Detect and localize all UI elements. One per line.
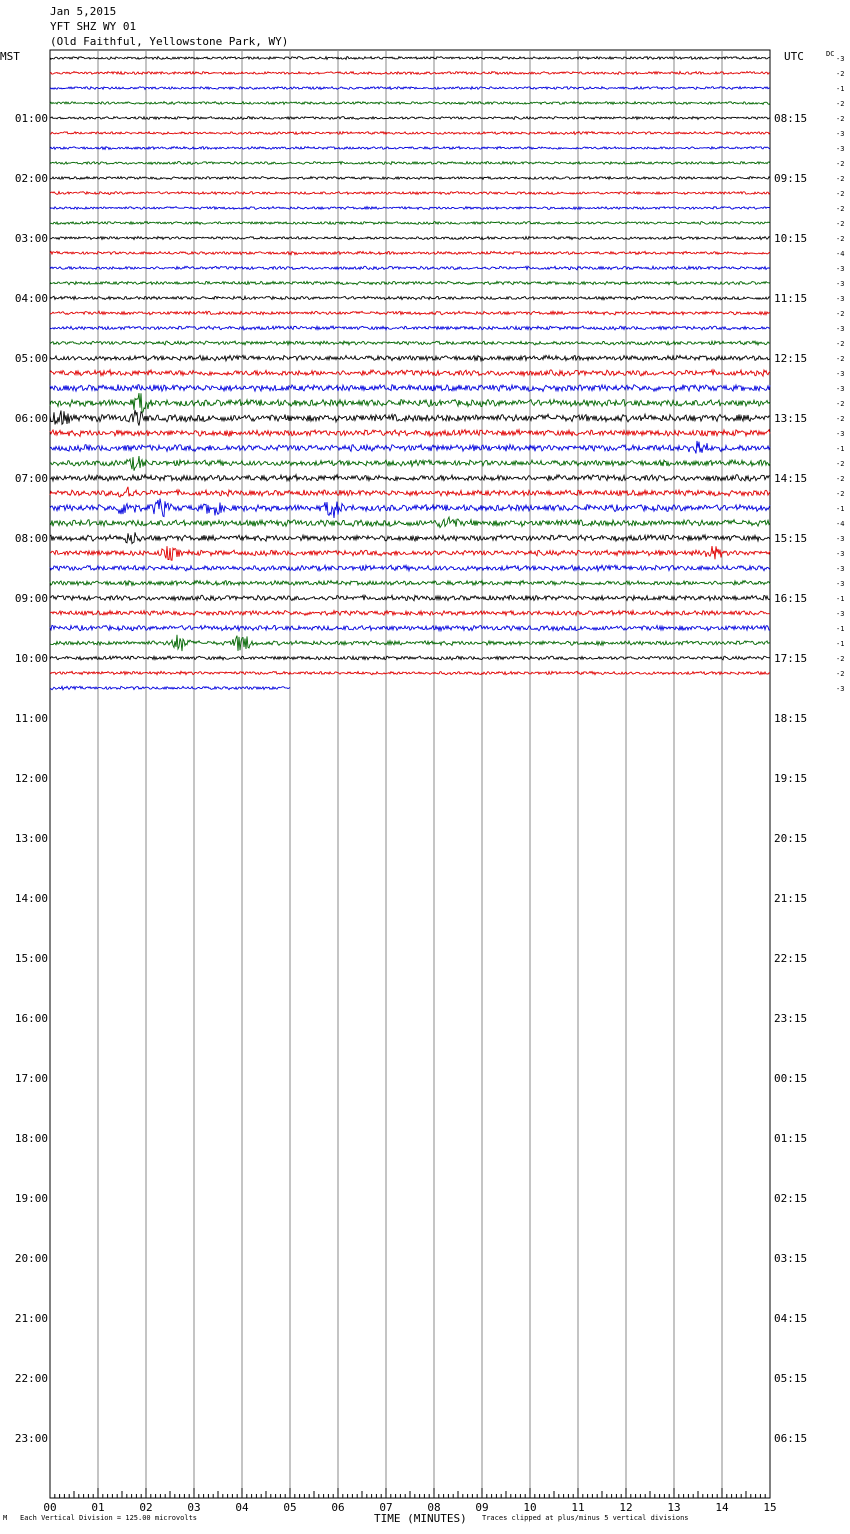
dc-offset-value: -4 [836,520,845,528]
mst-hour-label: 06:00 [14,412,48,425]
seismic-trace [50,456,770,471]
seismic-trace [50,475,770,482]
dc-offset-value: -2 [836,355,845,363]
dc-label: DC [826,50,835,58]
seismic-trace [50,581,770,586]
utc-hour-label: 17:15 [774,652,808,665]
dc-offset-value: -2 [836,160,845,168]
seismic-trace [50,410,770,426]
seismic-trace [50,611,770,616]
mst-hour-label: 04:00 [14,292,48,305]
dc-offset-value: -2 [836,460,845,468]
mst-hour-label: 19:00 [14,1192,48,1205]
x-tick-label: 03 [187,1501,201,1514]
x-tick-label: 01 [91,1501,105,1514]
utc-hour-label: 21:15 [774,892,808,905]
x-tick-label: 12 [619,1501,633,1514]
mst-hour-label: 20:00 [14,1252,48,1265]
seismic-trace [50,393,770,412]
seismic-trace [50,635,770,651]
dc-offset-value: -3 [836,370,845,378]
dc-offset-value: -2 [836,490,845,498]
dc-offset-value: -1 [836,625,845,633]
seismic-trace [50,192,770,195]
dc-offset-value: -2 [836,415,845,423]
dc-offset-value: -2 [836,655,845,663]
x-tick-label: 09 [475,1501,489,1514]
dc-offset-value: -2 [836,670,845,678]
seismic-trace [50,87,770,90]
seismic-trace [50,266,770,270]
dc-offset-value: -3 [836,610,845,618]
plot-date: Jan 5,2015 [50,5,117,18]
dc-offset-value: -1 [836,505,845,513]
utc-hour-label: 02:15 [774,1192,808,1205]
seismic-trace [50,430,770,437]
right-timezone-label: UTC [784,50,804,63]
left-timezone-label: MST [0,50,20,63]
seismic-trace [50,499,770,518]
utc-hour-label: 22:15 [774,952,808,965]
mst-hour-label: 09:00 [14,592,48,605]
utc-hour-label: 13:15 [774,412,808,425]
dc-offset-value: -2 [836,175,845,183]
seismic-trace [50,57,770,60]
utc-hour-label: 16:15 [774,592,808,605]
utc-hour-label: 23:15 [774,1012,808,1025]
dc-offset-value: -2 [836,70,845,78]
dc-offset-value: -2 [836,100,845,108]
x-tick-label: 00 [43,1501,57,1514]
seismic-trace [50,177,770,180]
dc-offset-value: -3 [836,550,845,558]
utc-hour-label: 15:15 [774,532,808,545]
seismic-trace [50,517,770,527]
mst-hour-label: 22:00 [14,1372,48,1385]
dc-offset-value: -3 [836,145,845,153]
seismic-trace [50,441,770,454]
utc-hour-label: 10:15 [774,232,808,245]
seismic-trace [50,686,290,690]
clip-note: Traces clipped at plus/minus 5 vertical divisions [482,1514,689,1522]
mst-hour-label: 12:00 [14,772,48,785]
dc-offset-value: -3 [836,430,845,438]
seismic-trace [50,222,770,225]
mst-hour-label: 23:00 [14,1432,48,1445]
utc-hour-label: 01:15 [774,1132,808,1145]
seismic-trace [50,237,770,240]
seismic-trace [50,370,770,376]
seismic-trace [50,102,770,105]
x-tick-label: 13 [667,1501,681,1514]
dc-offset-value: -1 [836,85,845,93]
dc-offset-value: -2 [836,400,845,408]
seismic-trace [50,147,770,150]
utc-hour-label: 18:15 [774,712,808,725]
mst-hour-label: 07:00 [14,472,48,485]
seismic-trace [50,656,770,660]
x-tick-label: 10 [523,1501,537,1514]
seismic-trace [50,341,770,345]
seismic-trace [50,117,770,120]
dc-offset-value: -3 [836,325,845,333]
scale-note: Each Vertical Division = 125.00 microvolts [20,1514,198,1522]
mst-hour-label: 03:00 [14,232,48,245]
dc-offset-value: -2 [836,310,845,318]
seismic-trace [50,326,770,330]
mst-hour-label: 10:00 [14,652,48,665]
dc-offset-value: -2 [836,190,845,198]
utc-hour-label: 19:15 [774,772,808,785]
seismic-trace [50,625,770,630]
seismic-trace [50,162,770,165]
utc-hour-label: 05:15 [774,1372,808,1385]
x-tick-label: 08 [427,1501,441,1514]
mst-hour-label: 01:00 [14,112,48,125]
utc-hour-label: 14:15 [774,472,808,485]
dc-offset-value: -2 [836,475,845,483]
dc-offset-value: -3 [836,265,845,273]
x-tick-label: 15 [763,1501,777,1514]
x-tick-label: 07 [379,1501,393,1514]
utc-hour-label: 06:15 [774,1432,808,1445]
dc-offset-value: -1 [836,640,845,648]
x-tick-label: 05 [283,1501,297,1514]
seismic-trace [50,72,770,75]
station-location: (Old Faithful, Yellowstone Park, WY) [50,35,289,48]
dc-offset-value: -3 [836,565,845,573]
seismic-trace [50,595,770,601]
mst-hour-label: 02:00 [14,172,48,185]
mst-hour-label: 15:00 [14,952,48,965]
utc-hour-label: 12:15 [774,352,808,365]
x-tick-label: 06 [331,1501,345,1514]
corner-mark: M [3,1514,8,1522]
x-tick-label: 02 [139,1501,153,1514]
dc-offset-value: -2 [836,115,845,123]
station-code: YFT SHZ WY 01 [50,20,137,33]
mst-hour-label: 08:00 [14,532,48,545]
dc-offset-value: -2 [836,220,845,228]
dc-offset-value: -2 [836,340,845,348]
x-tick-label: 04 [235,1501,249,1514]
mst-hour-label: 13:00 [14,832,48,845]
dc-offset-value: -3 [836,685,845,693]
dc-offset-value: -3 [836,295,845,303]
seismic-trace [50,251,770,254]
dc-offset-value: -3 [836,580,845,588]
seismic-trace [50,546,770,560]
mst-hour-label: 18:00 [14,1132,48,1145]
seismic-trace [50,385,770,392]
dc-offset-value: -1 [836,595,845,603]
mst-hour-label: 11:00 [14,712,48,725]
x-axis-title: TIME (MINUTES) [374,1512,467,1525]
seismic-trace [50,671,770,674]
mst-hour-label: 21:00 [14,1312,48,1325]
dc-offset-value: -3 [836,385,845,393]
seismic-trace [50,207,770,210]
seismic-trace [50,296,770,299]
utc-hour-label: 20:15 [774,832,808,845]
dc-offset-value: -3 [836,280,845,288]
dc-offset-value: -3 [836,55,845,63]
dc-offset-value: -2 [836,235,845,243]
dc-offset-value: -3 [836,130,845,138]
dc-offset-value: -4 [836,250,845,258]
seismic-trace [50,132,770,135]
mst-hour-label: 16:00 [14,1012,48,1025]
dc-offset-value: -3 [836,535,845,543]
x-tick-label: 11 [571,1501,585,1514]
mst-hour-label: 05:00 [14,352,48,365]
seismic-trace [50,281,770,284]
utc-hour-label: 11:15 [774,292,808,305]
mst-hour-label: 14:00 [14,892,48,905]
seismic-trace [50,565,770,571]
seismic-trace [50,487,770,497]
utc-hour-label: 03:15 [774,1252,808,1265]
x-tick-label: 14 [715,1501,729,1514]
utc-hour-label: 08:15 [774,112,808,125]
utc-hour-label: 09:15 [774,172,808,185]
seismic-trace [50,355,770,361]
utc-hour-label: 04:15 [774,1312,808,1325]
mst-hour-label: 17:00 [14,1072,48,1085]
seismic-trace [50,532,770,543]
dc-offset-value: -2 [836,205,845,213]
dc-offset-value: -1 [836,445,845,453]
utc-hour-label: 00:15 [774,1072,808,1085]
seismic-trace [50,311,770,315]
